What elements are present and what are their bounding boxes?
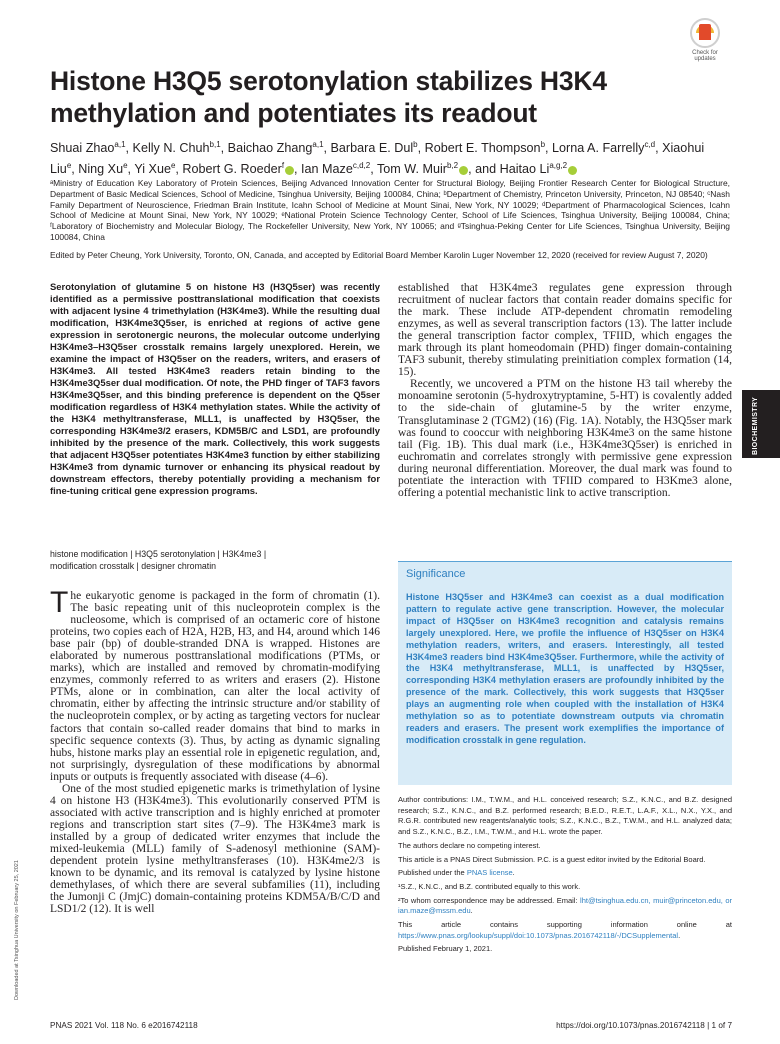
author-affiliation-marker: a,g,2	[549, 161, 568, 171]
author-affiliation-marker: a,1	[312, 140, 324, 149]
author-affiliation-marker: e	[66, 161, 72, 171]
author-name: Barbara E. Dul	[330, 141, 414, 156]
section-tab	[742, 390, 780, 458]
supporting-info-note: This article contains supporting information online at https://www.pnas.org/lookup/suppl/doi:10.1073/pnas.2016742118/-/DCSupplemental.	[398, 920, 732, 940]
equal-contribution-note: ¹S.Z., K.N.C., and B.Z. contributed equally to this work.	[398, 881, 581, 891]
intro-paragraph: The eukaryotic genome is packaged in the form of chromatin (1). The basic repeating unit of this nucleoprotein complex is the nucleosome, which is comprised of an octameric core of histone proteins, two copies each of H2A, H2B, H3, and H4, around which 146 base pair (bp) of double-stranded DNA is wrapped. Histones are elaborated by numerous posttranslational modifications (PTMs, or marks), which are installed and removed by chromatin-modifying enzymes, commonly referred to as writers and erasers (2). Histone PTMs, alone or in combination, can alter the local activity of chromatin, either by affecting the intrinsic structure and/or stability of the nucleoprotein complex, or by acting as targeting vectors for nuclear factors that contain so-called reader domains that bind to marks in specific sequence contexts (3). Thus, by acting as dynamic signaling hubs, histone marks play an essential role in epigenetic regulation, and, not surprisingly, dysregulation of these modifications by abnormal inputs or outputs is frequently associated with disease (4–6).	[50, 586, 380, 783]
author-affiliation-marker: f	[281, 161, 285, 171]
author-name: Xiaohui Liu	[50, 141, 705, 177]
download-stamp: Downloaded at Tsinghua University on February 25, 2021	[14, 860, 20, 1000]
author-affiliation-marker: e	[123, 161, 128, 171]
body-paragraph: One of the most studied epigenetic marks is trimethylation of lysine 4 on histone H3 (H3K4me3). This evolutionarily conserved PTM is associated with active transcription and is highly enriched at promoter regions and transcription start sites (7–9). The H3K4me3 mark is installed by a group of dedicated writer enzymes that include the mixed-leukemia (MLL) family of S-adenosyl methionine (SAM)-dependent protein lysine methyltransferases (10). H3K4me2/3 is known to be dynamic, and its removal is catalyzed by lysine histone demethylases, of which there are several subfamilies (11), including the Jumonji C (JmjC) domain-containing proteins KDM5A/B/C/D and LSD1/2 (12). It is well	[50, 782, 380, 916]
author-affiliation-marker: b	[540, 140, 546, 149]
competing-interest: The authors declare no competing interest.	[398, 840, 541, 850]
significance-box	[398, 561, 732, 785]
article-notes	[398, 795, 732, 958]
orcid-icon[interactable]	[459, 166, 468, 175]
doi-page-number[interactable]: https://doi.org/10.1073/pnas.2016742118 | 1 of 7	[556, 1021, 732, 1030]
author-name: Robert E. Thompson	[424, 141, 541, 156]
author-affiliation-marker: b,2	[446, 161, 459, 171]
body-paragraph: established that H3K4me3 regulates gene expression through recruitment of nuclear factors that contain reader domains specific for the mark. These include ATP-dependent chromatin remodeling enzymes, as well as several transcription factors (13). The latter include the general transcription factor complex, TFIID, which engages the mark through its plant homeodomain (PHD) finger domain-containing TAF3 subunit, thereby stimulating preinitiation complex formation (14, 15).	[398, 282, 732, 379]
editor-note: Edited by Peter Cheung, York University, Toronto, ON, Canada, and accepted by Editorial Board Member Karolin Luger November 12, 2020 (received for review August 7, 2020)	[50, 250, 708, 260]
significance-text: Histone H3Q5ser and H3K4me3 can coexist as a dual modification pattern to regulate active gene transcription. However, the molecular impact of H3Q5ser on H3K4me3 recognition and catalysis remains largely unexplored. Here, we profile the influence of H3Q5ser on H3K4 methylation readers, writers, and erasers. Interestingly, all tested H3K4me3 readers bind H3K4me3Q5ser. Furthermore, while the activity of the H3K4 methyltransferase, MLL1, is unaffected by H3Q5ser, corresponding H3K4 methylation erasers are profoundly inhibited by the presence of the mark. Collectively, this work suggests that H3Q5ser plays an augmenting role when coupled with the installation of H3K4 methylation so as to potentiate downstream outputs via chromatin readers and erasers. The present work exemplifies the importance of modification crosstalk in gene regulation.	[406, 592, 724, 745]
author-list: Shuai Zhao$^{a,1}$, Kelly N. Chuh$^{b,1}$, Baichao Zhang$^{a,1}$, Barbara E. Dul$^b$, Robert E. Thompson$^b$, Lorna A. Farrelly$^{c,d}$, Xiaohui Liu$^e$, Ning Xu$^e$, Yi Xue$^e$, Robert G. Roeder$^f$ , Ian Maze$^{c,d,2}$, Tom W. Muir$^{b,2}$ , and Haitao Li$^{a,g,2}$	[50, 140, 705, 177]
check-for-updates-badge[interactable]	[684, 16, 726, 62]
author-affiliation-marker: c,d,2	[352, 161, 371, 171]
published-date: Published February 1, 2021.	[398, 944, 493, 954]
orcid-icon[interactable]	[285, 166, 294, 175]
author-name: Kelly N. Chuh	[132, 141, 210, 156]
author-affiliation-marker: b,1	[209, 140, 221, 149]
abstract: Serotonylation of glutamine 5 on histone H3 (H3Q5ser) was recently identified as a permissive posttranslational modification that coexists with adjacent lysine 4 trimethylation (H3K4me3). While the resulting dual modification, H3K4me3Q5ser, is enriched at regions of active gene expression in serotonergic neurons, the molecular outcome underlying H3K4me3–H3Q5ser crosstalk remains largely unexplored. Herein, we examine the impact of H3Q5ser on the readers, writers, and erasers of H3K4me3. All tested H3K4me3 readers retain binding to the H3K4me3Q5ser dual modification. Of note, the PHD finger of TAF3 favors H3K4me3Q5ser, and this binding preference is dependent on the Q5ser modification regardless of H3K4 methylation states. While the activity of the H3K4 methyltransferase, MLL1, is unaffected by H3Q5ser, the corresponding H3K4me3/2 erasers, KDM5B/C and LSD1, are profoundly inhibited by the presence of the mark. Collectively, this work suggests that adjacent H3Q5ser potentiates H3K4me3 function by either stabilizing H3K4me3 from dynamic turnover or enhancing its physical readout by downstream effectors, thereby potentially providing a mechanism for fine-tuning critical gene expression programs.	[50, 282, 380, 498]
orcid-icon[interactable]	[568, 166, 577, 175]
author-affiliation-marker: b	[413, 140, 418, 149]
author-name: Lorna A. Farrelly	[552, 141, 645, 156]
journal-citation: PNAS 2021 Vol. 118 No. 6 e2016742118	[50, 1021, 198, 1030]
license-link[interactable]: PNAS license	[466, 868, 513, 878]
significance-title: Significance	[406, 568, 466, 580]
author-name: Baichao Zhang	[227, 141, 313, 156]
body-text-left	[50, 586, 380, 916]
author-name: Robert G. Roeder	[182, 162, 282, 177]
license-note: Published under the PNAS license.	[398, 868, 515, 878]
author-name: Shuai Zhao	[50, 141, 115, 156]
affiliations: ᵃMinistry of Education Key Laboratory of Protein Sciences, Beijing Advanced Innovation Center for Structural Biology, Beijing Frontier Research Center for Biological Structure, Department of Basic Medical Sciences, School of Medicine, Tsinghua University, Beijing 100084, China; ᵇDepartment of Chemistry, Princeton University, Princeton, NJ 08540; ᶜNash Family Department of Neuroscience, Friedman Brain Institute, Icahn School of Medicine at Mount Sinai, New York, NY 10029; ᵈDepartment of Pharmacological Sciences, Icahn School of Medicine at Mount Sinai, New York, NY 10029; ᵉNational Protein Science Technology Center, School of Life Sciences, Tsinghua University, Beijing 100084, China; ᶠLaboratory of Biochemistry and Molecular Biology, The Rockefeller University, New York, NY 10065; and ᵍTsinghua-Peking Center for Life Sciences, Tsinghua University, Beijing 100084, China	[50, 178, 730, 242]
drop-cap: T	[50, 586, 69, 619]
email-links[interactable]: lht@tsinghua.edu.cn, muir@princeton.edu, or ian.maze@mssm.edu	[398, 895, 732, 916]
author-name: Ning Xu	[78, 162, 124, 177]
check-for-updates-label: Check for updates	[692, 50, 718, 62]
author-name: Ian Maze	[301, 162, 353, 177]
author-name: Yi Xue	[134, 162, 171, 177]
body-paragraph: Recently, we uncovered a PTM on the histone H3 tail whereby the monoamine serotonin (5-hydroxytryptamine, 5-HT) is covalently added to the side-chain of glutamine-5 by the writer enzyme, Transglutaminase 2 (TGM2) (16) (Fig. 1A). Notably, the H3Q5ser mark was found to cooccur with neighboring H3K4me3 on the same histone tail (Fig. 1B). This dual mark (i.e., H3K4me3Q5ser) is enriched in euchromatin and correlates strongly with permissive gene expression during neuronal differentiation. Moreover, the dual mark was found to potentiate the interaction with TFIID compared to H3Kme3 alone, offering a potential mechanistic link to active transcription.	[398, 378, 732, 499]
supporting-info-link[interactable]: https://www.pnas.org/lookup/suppl/doi:10.1073/pnas.2016742118/-/DCSupplemental	[398, 930, 679, 940]
submission-note: This article is a PNAS Direct Submission. P.C. is a guest editor invited by the Editorial Board.	[398, 854, 706, 864]
author-affiliation-marker: c,d	[644, 140, 656, 149]
section-tab-label: BIOCHEMISTRY	[752, 396, 759, 455]
keywords: histone modification | H3Q5 serotonylation | H3K4me3 | modification crosstalk | designer chromatin	[50, 549, 267, 571]
body-text-right	[398, 282, 732, 499]
author-affiliation-marker: e	[170, 161, 176, 171]
article-title: Histone H3Q5 serotonylation stabilizes H3K4 methylation and potentiates its readout	[50, 66, 607, 128]
author-name: Haitao Li	[499, 162, 550, 177]
author-name: Tom W. Muir	[376, 162, 447, 177]
author-contributions: Author contributions: I.M., T.W.M., and H.L. conceived research; S.Z., K.N.C., and B.Z. designed research; S.Z., K.N.C., and B.Z. performed research; B.E.D., R.E.T., L.A.F., X.L., N.X., Y.X., and R.G.R. contributed new reagents/analytic tools; S.Z., K.N.C., B.Z., T.W.M., and H.L. analyzed data; and S.Z., K.N.C., B.Z., I.M., T.W.M., and H.L. wrote the paper.	[398, 795, 732, 837]
correspondence-note: ²To whom correspondence may be addressed. Email: lht@tsinghua.edu.cn, muir@princeton.edu, or ian.maze@mssm.edu.	[398, 895, 732, 916]
author-affiliation-marker: a,1	[114, 140, 126, 149]
